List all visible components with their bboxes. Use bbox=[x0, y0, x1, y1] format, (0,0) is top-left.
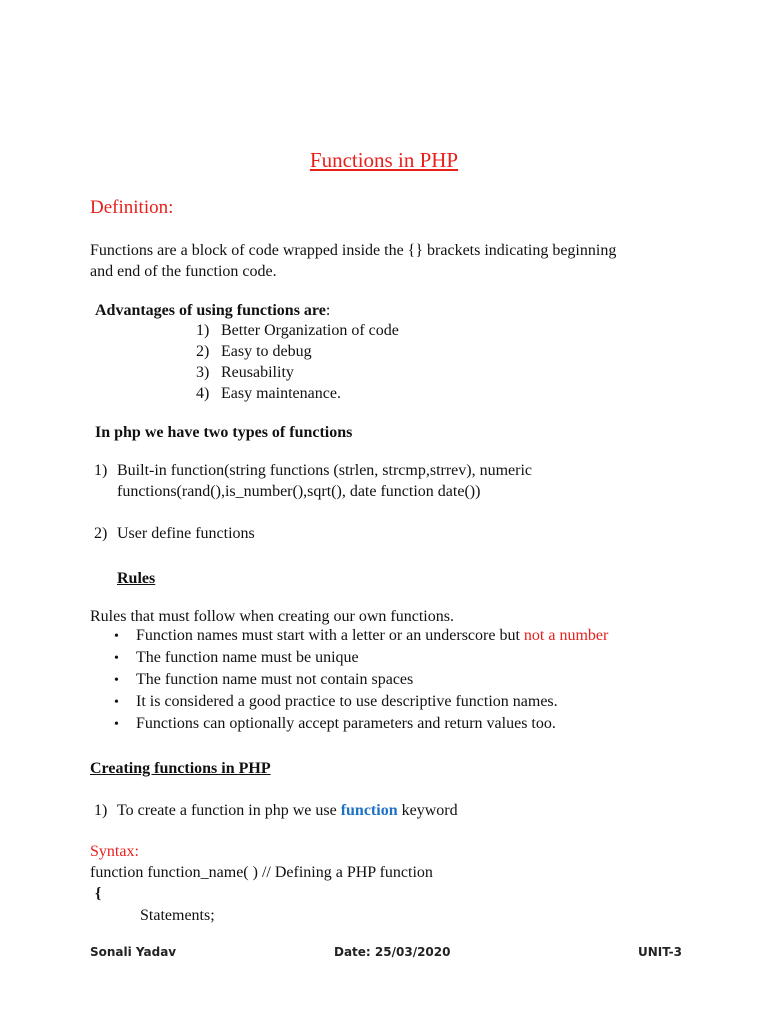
footer-unit: UNIT-3 bbox=[638, 945, 683, 959]
bullet-icon: • bbox=[114, 629, 119, 644]
advantage-2-text: Easy to debug bbox=[221, 343, 312, 360]
footer-author: Sonali Yadav bbox=[90, 945, 177, 959]
advantage-3-number: 3) bbox=[196, 364, 210, 381]
syntax-label: Syntax: bbox=[90, 843, 139, 860]
function-keyword: function bbox=[340, 802, 398, 819]
rule-1-text: Function names must start with a letter or an underscore but bbox=[136, 627, 524, 644]
advantage-4-number: 4) bbox=[196, 385, 210, 402]
rule-5: Functions can optionally accept parameters and return values too. bbox=[136, 715, 556, 732]
page-title: Functions in PHP bbox=[309, 148, 459, 172]
type-2-number: 2) bbox=[94, 525, 108, 542]
bullet-icon: • bbox=[114, 651, 119, 666]
bullet-icon: • bbox=[114, 673, 119, 688]
advantages-colon: : bbox=[325, 302, 331, 319]
type-1-line-2: functions(rand(),is_number(),sqrt(), date function date()) bbox=[117, 483, 481, 500]
rule-2: The function name must be unique bbox=[136, 649, 359, 666]
rule-1 bbox=[136, 627, 608, 645]
advantages-heading-row bbox=[95, 300, 330, 321]
rules-heading: Rules bbox=[117, 570, 156, 587]
creating-item-before: To create a function in php we use bbox=[117, 802, 341, 819]
type-2-line-1: User define functions bbox=[117, 525, 255, 542]
code-line-2: { bbox=[95, 885, 102, 902]
rule-1-highlight: not a number bbox=[523, 627, 609, 644]
code-line-3: Statements; bbox=[140, 907, 215, 924]
definition-heading: Definition: bbox=[90, 197, 174, 218]
creating-item-number: 1) bbox=[94, 802, 108, 819]
creating-heading: Creating functions in PHP bbox=[90, 760, 271, 777]
bullet-icon: • bbox=[114, 695, 119, 710]
advantages-heading: Advantages of using functions are bbox=[95, 302, 326, 319]
bullet-icon: • bbox=[114, 717, 119, 732]
rules-intro: Rules that must follow when creating our own functions. bbox=[90, 608, 454, 625]
creating-item bbox=[117, 800, 458, 821]
advantage-1-number: 1) bbox=[196, 322, 210, 339]
advantage-4-text: Easy maintenance. bbox=[221, 385, 341, 402]
definition-line-2: and end of the function code. bbox=[90, 263, 277, 280]
advantage-2-number: 2) bbox=[196, 343, 210, 360]
advantage-1-text: Better Organization of code bbox=[221, 322, 399, 339]
rule-3: The function name must not contain spaces bbox=[136, 671, 414, 688]
type-1-line-1: Built-in function(string functions (strlen, strcmp,strrev), numeric bbox=[117, 462, 533, 479]
footer-date: Date: 25/03/2020 bbox=[334, 945, 451, 959]
rule-4: It is considered a good practice to use descriptive function names. bbox=[136, 693, 558, 710]
code-line-1: function function_name( ) // Defining a PHP function bbox=[90, 864, 433, 881]
creating-item-after: keyword bbox=[397, 802, 458, 819]
types-heading: In php we have two types of functions bbox=[95, 424, 353, 441]
advantage-3-text: Reusability bbox=[221, 364, 294, 381]
type-1-number: 1) bbox=[94, 462, 108, 479]
definition-line-1: Functions are a block of code wrapped inside the {} brackets indicating beginning bbox=[90, 242, 617, 259]
